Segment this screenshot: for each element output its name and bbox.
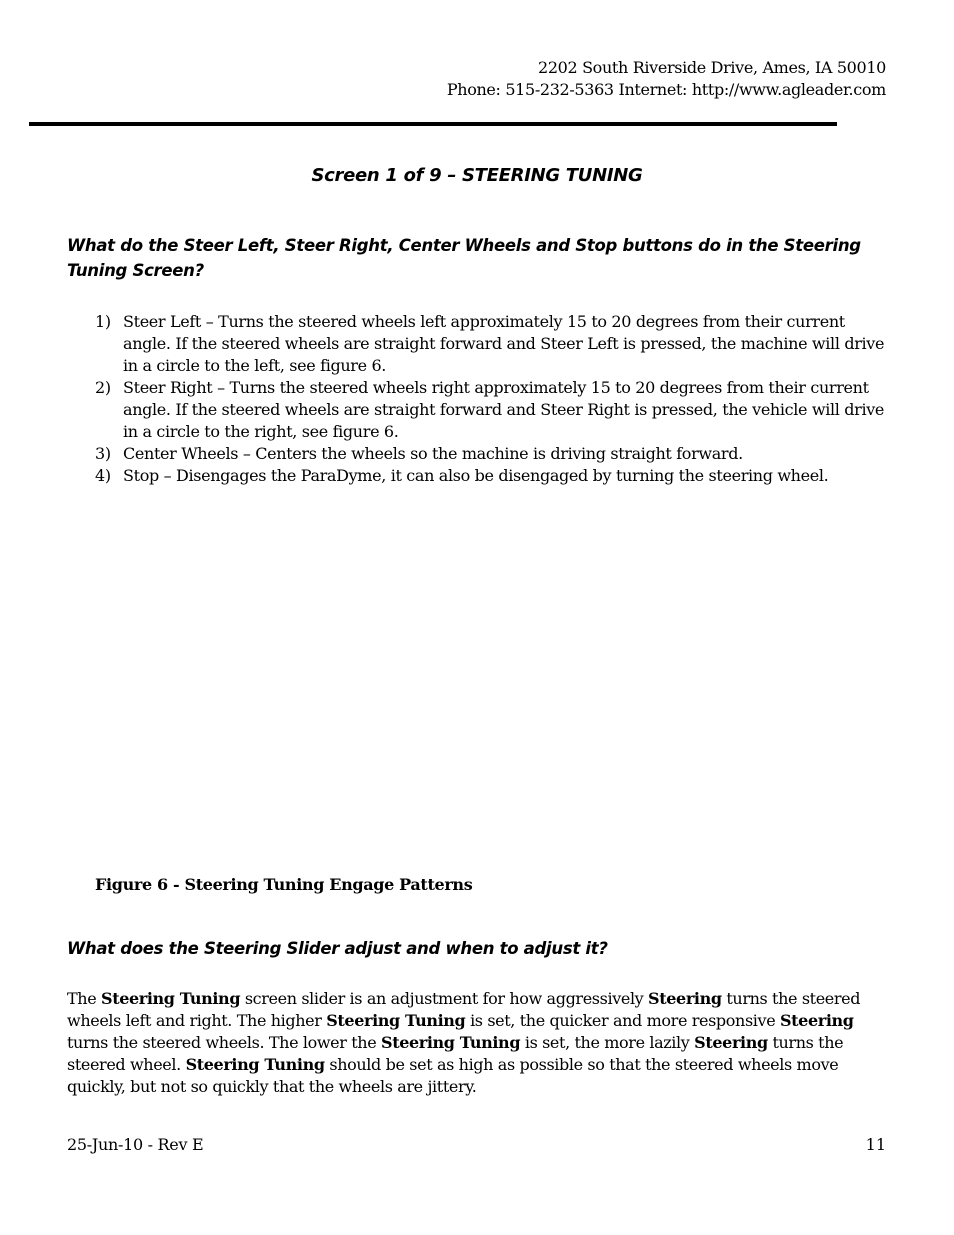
header-contact-line: Phone: 515-232-5363 Internet: http://www.agleader.com xyxy=(446,80,886,99)
header-address-line: 2202 South Riverside Drive, Ames, IA 50010 xyxy=(538,58,886,77)
bold-term: Steering xyxy=(694,1033,768,1052)
list-item xyxy=(95,465,895,487)
paragraph-text-run: turns the steered wheels. The lower the xyxy=(67,1033,382,1052)
paragraph-text-run: is set, the quicker and more responsive xyxy=(465,1011,780,1030)
list-item xyxy=(95,443,895,465)
header-divider xyxy=(29,122,837,126)
paragraph-text-run: turns the steered wheels left and right. The higher xyxy=(67,989,861,1030)
list-item-number: 3) xyxy=(95,444,111,463)
button-steps-list xyxy=(95,311,895,487)
paragraph-text-run: is set, the more lazily xyxy=(520,1033,695,1052)
figure-caption: Figure 6 - Steering Tuning Engage Patterns xyxy=(95,875,473,894)
list-item-number: 2) xyxy=(95,378,111,397)
page-header xyxy=(447,57,886,101)
footer-page-number: 11 xyxy=(865,1135,886,1154)
bold-term: Steering xyxy=(779,1011,854,1030)
list-item-number: 1) xyxy=(95,312,111,331)
list-item-text: Stop – Disengages the ParaDyme, it can also be disengaged by turning the steering wheel. xyxy=(123,466,829,485)
bold-term: Steering xyxy=(648,989,722,1008)
paragraph-text-run: should be set as high as possible so that the steered wheels move quickly, but not so quickly that the wheels are jittery. xyxy=(67,1055,839,1096)
bold-term: Steering Tuning xyxy=(185,1055,325,1074)
slider-explanation-paragraph xyxy=(67,988,877,1098)
list-item-text: Steer Left – Turns the steered wheels left approximately 15 to 20 degrees from their current angle. If the steered wheels are straight forward and Steer Left is pressed, the machine will drive in a circle to the left, see figure 6. xyxy=(123,312,885,375)
bold-term: Steering Tuning xyxy=(381,1033,521,1052)
list-item-text: Center Wheels – Centers the wheels so the machine is driving straight forward. xyxy=(123,444,743,463)
footer-date-revision: 25-Jun-10 - Rev E xyxy=(67,1135,204,1154)
list-item xyxy=(95,311,895,377)
list-item-text: Steer Right – Turns the steered wheels right approximately 15 to 20 degrees from their current angle. If the steered wheels are straight forward and Steer Right is pressed, the vehicle will drive in a circle to the right, see figure 6. xyxy=(123,378,885,441)
screen-title: Screen 1 of 9 – STEERING TUNING xyxy=(311,165,643,186)
question-heading-buttons: What do the Steer Left, Steer Right, Center Wheels and Stop buttons do in the Steering Tuning Screen? xyxy=(67,236,861,280)
paragraph-text-run: The xyxy=(67,989,102,1008)
paragraph-text-run: turns the steered wheel. xyxy=(67,1033,844,1074)
question-heading-slider: What does the Steering Slider adjust and when to adjust it? xyxy=(67,939,608,958)
paragraph-text-run: screen slider is an adjustment for how aggressively xyxy=(240,989,649,1008)
bold-term: Steering Tuning xyxy=(326,1011,466,1030)
list-item xyxy=(95,377,895,443)
bold-term: Steering Tuning xyxy=(101,989,241,1008)
list-item-number: 4) xyxy=(95,466,111,485)
